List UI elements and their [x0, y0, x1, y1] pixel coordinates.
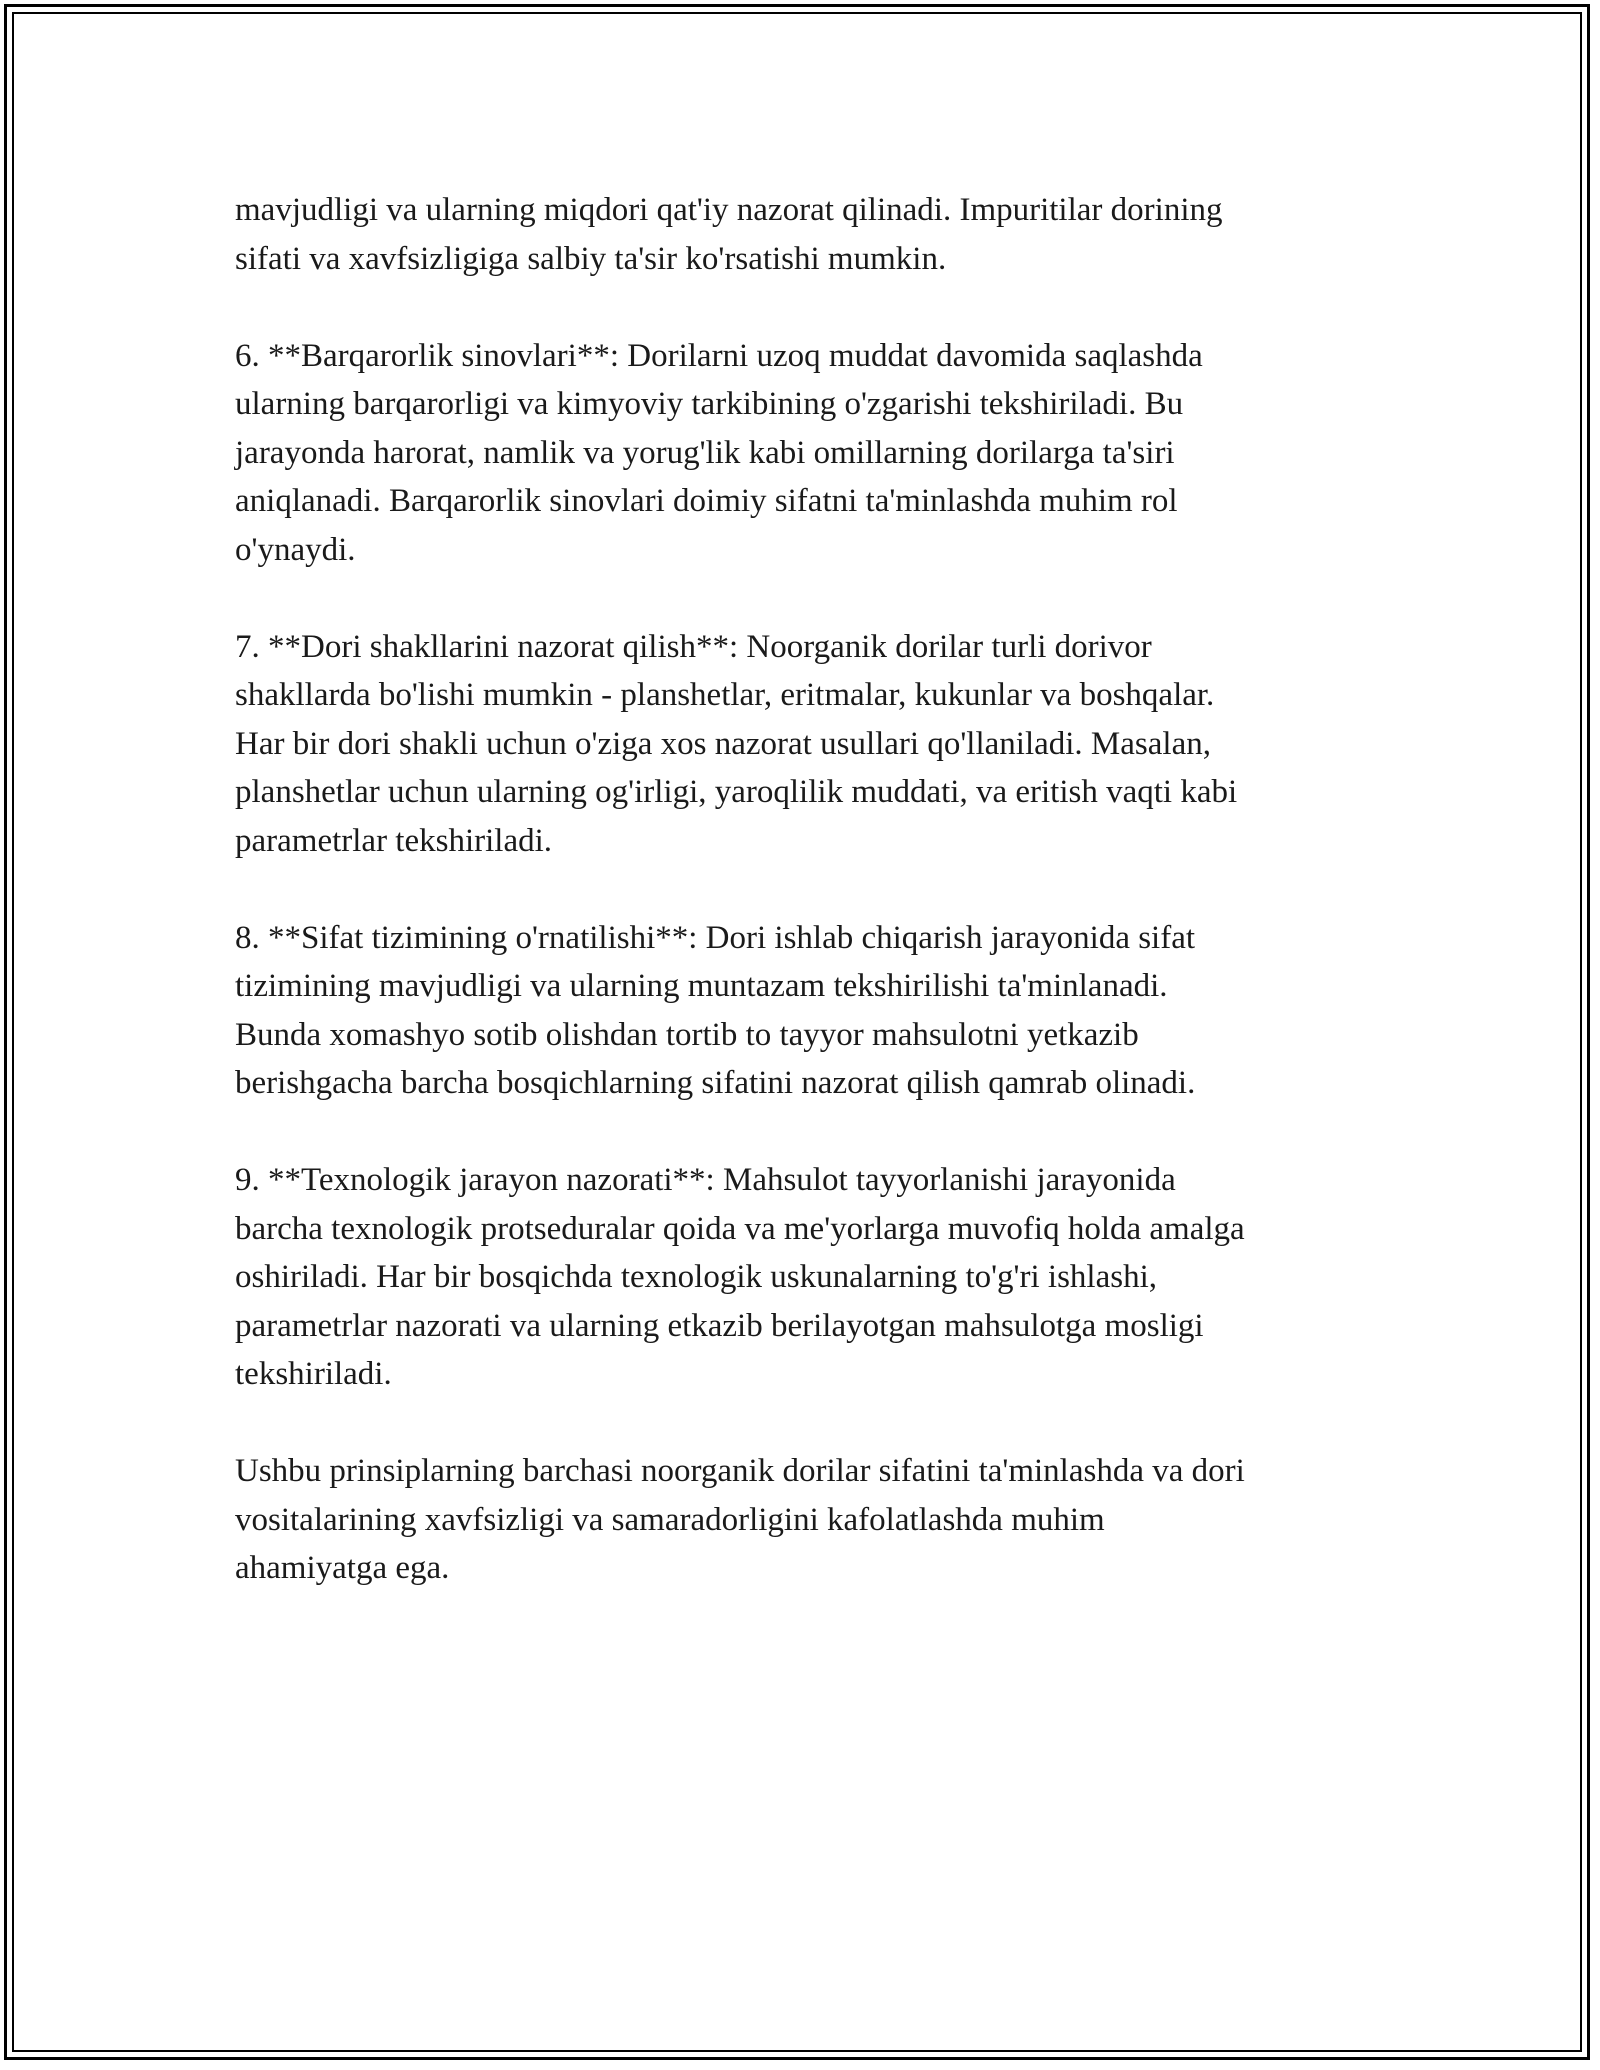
text-line: sifati va xavfsizligiga salbiy ta'sir ko'rsatishi mumkin.	[235, 240, 947, 277]
paragraph-item-9	[235, 1156, 1375, 1399]
text-line: aniqlanadi. Barqarorlik sinovlari doimiy sifatni ta'minlashda muhim rol	[235, 483, 1178, 519]
text-line: ularning barqarorligi va kimyoviy tarkibining o'zgarishi tekshiriladi. Bu	[235, 386, 1184, 422]
paragraph-continuation	[235, 186, 1375, 283]
paragraph-conclusion	[235, 1447, 1375, 1593]
paragraph-item-8	[235, 914, 1375, 1108]
text-line: parametrlar nazorati va ularning etkazib berilayotgan mahsulotga mosligi	[235, 1307, 1204, 1344]
text-line: o'ynaydi.	[235, 531, 356, 568]
text-line: planshetlar uchun ularning og'irligi, yaroqlilik muddati, va eritish vaqti kabi	[235, 774, 1238, 810]
text-line: shakllarda bo'lishi mumkin - planshetlar, eritmalar, kukunlar va boshqalar.	[235, 677, 1215, 713]
text-line: ahamiyatga ega.	[235, 1550, 450, 1586]
text-line: Ushbu prinsiplarning barchasi noorganik dorilar sifatini ta'minlashda va dori	[235, 1453, 1245, 1489]
text-line: tizimining mavjudligi va ularning muntazam tekshirilishi ta'minlanadi.	[235, 968, 1168, 1004]
text-line: 7. **Dori shakllarini nazorat qilish**: Noorganik dorilar turli dorivor	[235, 628, 1152, 665]
paragraph-item-6	[235, 332, 1375, 575]
text-line: tekshiriladi.	[235, 1356, 392, 1392]
text-line: 6. **Barqarorlik sinovlari**: Dorilarni uzoq muddat davomida saqlashda	[235, 337, 1203, 374]
text-line: vositalarining xavfsizligi va samaradorligini kafolatlashda muhim	[235, 1501, 1105, 1538]
text-line: berishgacha barcha bosqichlarning sifatini nazorat qilish qamrab olinadi.	[235, 1065, 1196, 1101]
text-line: Har bir dori shakli uchun o'ziga xos nazorat usullari qo'llaniladi. Masalan,	[235, 725, 1211, 762]
text-line: Bunda xomashyo sotib olishdan tortib to tayyor mahsulotni yetkazib	[235, 1016, 1139, 1053]
text-line: 8. **Sifat tizimining o'rnatilishi**: Dori ishlab chiqarish jarayonida sifat	[235, 919, 1196, 956]
document-body	[235, 186, 1375, 1641]
text-line: barcha texnologik protseduralar qoida va me'yorlarga muvofiq holda amalga	[235, 1210, 1245, 1247]
paragraph-item-7	[235, 623, 1375, 866]
text-line: mavjudligi va ularning miqdori qat'iy nazorat qilinadi. Impuritilar dorining	[235, 192, 1223, 228]
text-line: oshiriladi. Har bir bosqichda texnologik uskunalarning to'g'ri ishlashi,	[235, 1259, 1158, 1295]
text-line: 9. **Texnologik jarayon nazorati**: Mahsulot tayyorlanishi jarayonida	[235, 1162, 1176, 1198]
text-line: jarayonda harorat, namlik va yorug'lik kabi omillarning dorilarga ta'siri	[235, 434, 1175, 471]
text-line: parametrlar tekshiriladi.	[235, 822, 553, 859]
